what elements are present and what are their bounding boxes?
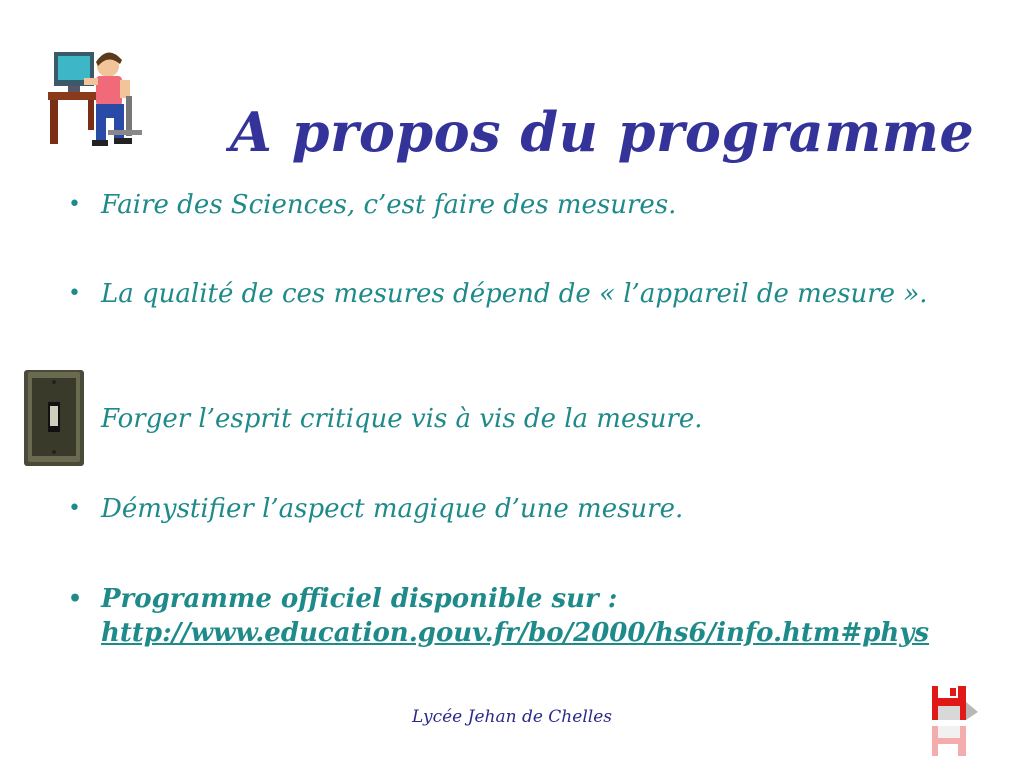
bullet-dot: • (68, 496, 81, 521)
official-program-link[interactable]: http://www.education.gouv.fr/bo/2000/hs6/info.htm#phys (101, 618, 930, 648)
slide-title: A propos du programme (230, 100, 975, 165)
bullet-text: Faire des Sciences, c’est faire des mesures. (101, 190, 677, 220)
official-program-item (68, 582, 964, 650)
bullet-dot: • (68, 586, 83, 612)
official-program-text (101, 582, 964, 650)
bullet-text: Démystifier l’aspect magique d’une mesure. (101, 494, 684, 524)
bullet-item (68, 492, 964, 526)
footer-school-name: Lycée Jehan de Chelles (412, 707, 612, 727)
bullet-item (68, 402, 964, 436)
bullet-text: Forger l’esprit critique vis à vis de la mesure. (101, 404, 703, 434)
bullet-dot: • (68, 281, 81, 306)
bullet-item (68, 188, 964, 222)
bullet-text: La qualité de ces mesures dépend de « l’appareil de mesure ». (101, 279, 928, 309)
bullet-item (68, 277, 964, 311)
floppy-disk-icon[interactable] (928, 682, 980, 762)
computer-user-clipart (44, 44, 146, 148)
official-program-label: Programme officiel disponible sur : (101, 584, 618, 614)
bullet-dot: • (68, 192, 81, 217)
